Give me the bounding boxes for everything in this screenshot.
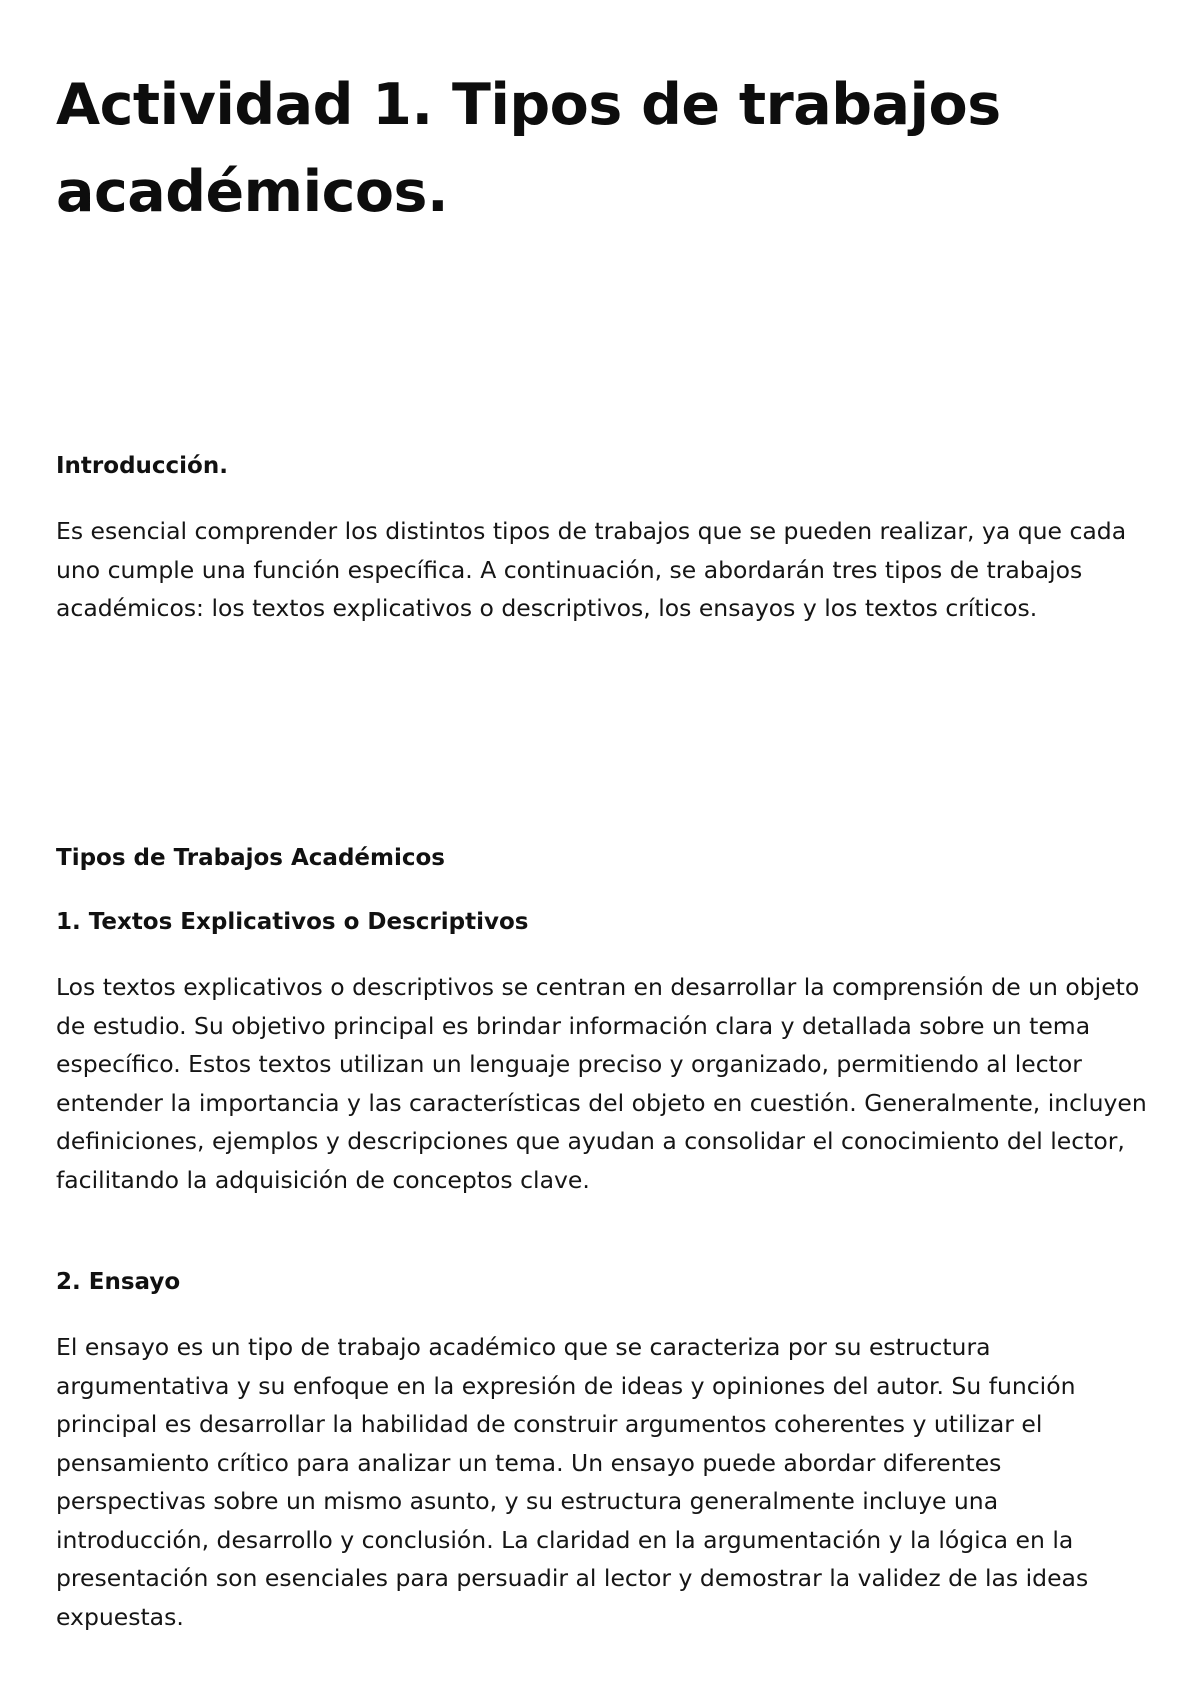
type-1-paragraph: Los textos explicativos o descriptivos se centran en desarrollar la comprensión de un objeto de estudio. Su objetivo principal es brindar información clara y detallada sobre un tema específico. Estos textos utilizan un lenguaje preciso y organizado, permitiendo al lector entender la importancia y las características del objeto en cuestión. Generalmente, incluyen definiciones, ejemplos y descripciones que ayudan a consolidar el conocimiento del lector, facilitando la adquisición de conceptos clave. [56, 973, 1147, 1194]
document-title: Actividad 1. Tipos de trabajos académicos. [56, 72, 1001, 225]
introduction-paragraph: Es esencial comprender los distintos tipos de trabajos que se pueden realizar, ya que cada uno cumple una función específica. A continuación, se abordarán tres tipos de trabajos académicos: los textos explicativos o descriptivos, los ensayos y los textos críticos. [56, 517, 1127, 622]
type-2-heading: 2. Ensayo [56, 1269, 181, 1295]
introduction-heading: Introducción. [56, 453, 228, 479]
section-heading: Tipos de Trabajos Académicos [56, 845, 445, 871]
type-1-heading: 1. Textos Explicativos o Descriptivos [56, 909, 529, 935]
type-2-paragraph: El ensayo es un tipo de trabajo académico que se caracteriza por su estructura argumentativa y su enfoque en la expresión de ideas y opiniones del autor. Su función principal es desarrollar la habilidad de construir argumentos coherentes y utilizar el pensamiento crítico para analizar un tema. Un ensayo puede abordar diferentes perspectivas sobre un mismo asunto, y su estructura generalmente incluye una introducción, desarrollo y conclusión. La claridad en la argumentación y la lógica en la presentación son esenciales para persuadir al lector y demostrar la validez de las ideas expuestas. [56, 1333, 1089, 1631]
